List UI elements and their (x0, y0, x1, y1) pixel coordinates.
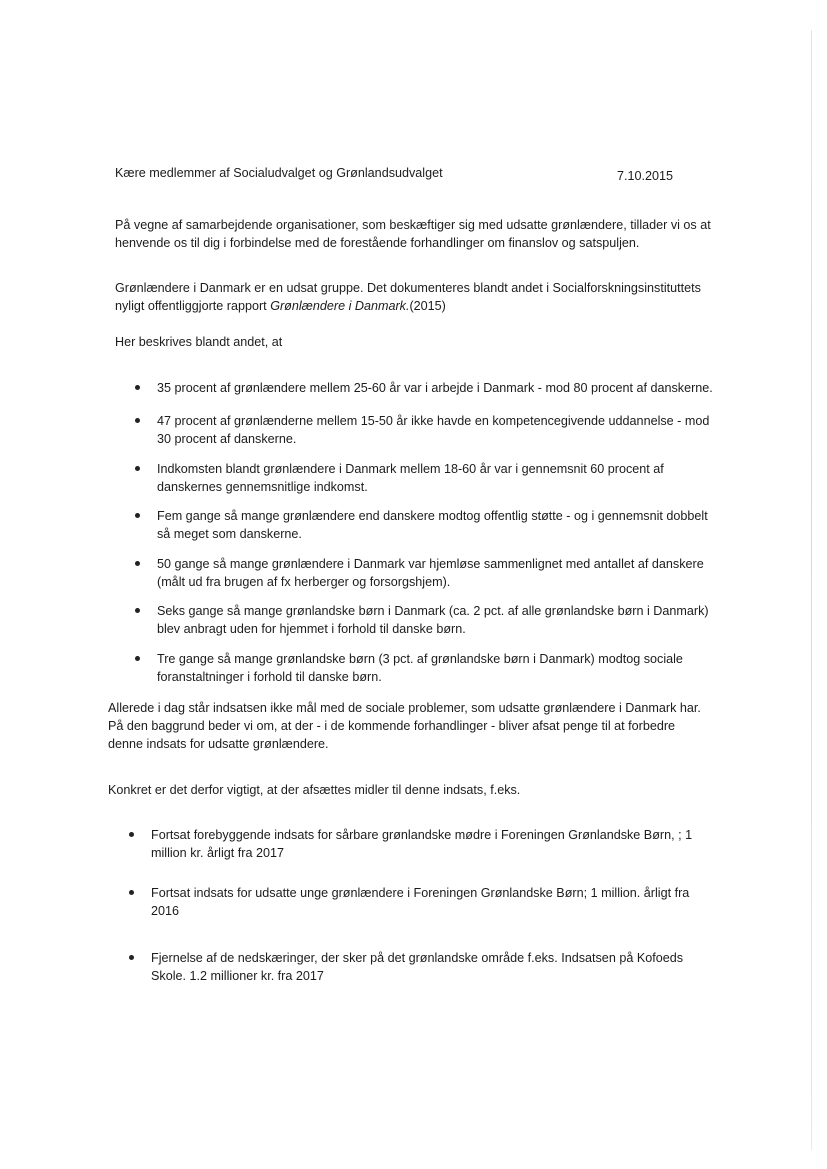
report-line-2 (115, 298, 446, 314)
request-line: Fortsat indsats for udsatte unge grønlændere i Foreningen Grønlandske Børn; 1 million. årligt fra (151, 886, 690, 900)
bullet-icon (135, 466, 140, 471)
request-line: Fjernelse af de nedskæringer, der sker på det grønlandske område f.eks. Indsatsen på Kofoeds (151, 951, 684, 965)
bullet-icon (135, 385, 140, 390)
bullet-icon (135, 513, 140, 518)
request-line: 2016 (151, 904, 180, 918)
bullet-icon (135, 656, 140, 661)
bullet-icon (135, 561, 140, 566)
finding-line: Tre gange så mange grønlandske børn (3 pct. af grønlandske børn i Danmark) modtog sociale (157, 652, 683, 666)
appeal-line-1: Allerede i dag står indsatsen ikke mål med de sociale problemer, som udsatte grønlændere i Danmark har. (108, 701, 701, 715)
letter-date: 7.10.2015 (617, 169, 674, 183)
bullet-icon (135, 608, 140, 613)
finding-line: 35 procent af grønlændere mellem 25-60 år var i arbejde i Danmark - mod 80 procent af danskerne. (157, 381, 713, 395)
finding-line: foranstaltninger i forhold til danske børn. (157, 670, 382, 684)
requests-intro: Konkret er det derfor vigtigt, at der afsættes midler til denne indsats, f.eks. (108, 783, 521, 797)
bullet-icon (129, 832, 134, 837)
salutation: Kære medlemmer af Socialudvalget og Grønlandsudvalget (115, 166, 443, 180)
report-line-1: Grønlændere i Danmark er en udsat gruppe. Det dokumenteres blandt andet i Socialforskningsinstituttets (115, 281, 701, 295)
report-year: (2015) (409, 299, 446, 313)
intro-line-2: henvende os til dig i forbindelse med de forestående forhandlinger om finanslov og satspuljen. (115, 236, 640, 250)
finding-line: Indkomsten blandt grønlændere i Danmark mellem 18-60 år var i gennemsnit 60 procent af (157, 462, 664, 476)
bullet-icon (135, 418, 140, 423)
finding-line: så meget som danskerne. (157, 527, 302, 541)
finding-line: 50 gange så mange grønlændere i Danmark var hjemløse sammenlignet med antallet af danskere (157, 557, 704, 571)
bullet-icon (129, 890, 134, 895)
findings-intro: Her beskrives blandt andet, at (115, 335, 283, 349)
report-title: Grønlændere i Danmark. (270, 299, 410, 313)
finding-line: Fem gange så mange grønlændere end danskere modtog offentlig støtte - og i gennemsnit dobbelt (157, 509, 708, 523)
appeal-line-3: denne indsats for udsatte grønlændere. (108, 737, 329, 751)
finding-line: Seks gange så mange grønlandske børn i Danmark (ca. 2 pct. af alle grønlandske børn i Danmark) (157, 604, 709, 618)
bullet-icon (129, 955, 134, 960)
request-line: million kr. årligt fra 2017 (151, 846, 284, 860)
appeal-line-2: På den baggrund beder vi om, at der - i de kommende forhandlinger - bliver afsat penge til at forbedre (108, 719, 676, 733)
finding-line: danskernes gennemsnitlige indkomst. (157, 480, 368, 494)
finding-line: blev anbragt uden for hjemmet i forhold til danske børn. (157, 622, 466, 636)
request-line: Fortsat forebyggende indsats for sårbare grønlandske mødre i Foreningen Grønlandske Børn, ; 1 (151, 828, 693, 842)
request-line: Skole. 1.2 millioner kr. fra 2017 (151, 969, 324, 983)
scan-edge-line (811, 30, 812, 1150)
intro-line-1: På vegne af samarbejdende organisationer, som beskæftiger sig med udsatte grønlændere, tillader vi os at (115, 218, 711, 232)
finding-line: 47 procent af grønlænderne mellem 15-50 år ikke havde en kompetencegivende uddannelse - mod (157, 414, 710, 428)
report-line-2-prefix: nyligt offentliggjorte rapport (115, 299, 271, 313)
finding-line: (målt ud fra brugen af fx herberger og forsorgshjem). (157, 575, 451, 589)
finding-line: 30 procent af danskerne. (157, 432, 297, 446)
